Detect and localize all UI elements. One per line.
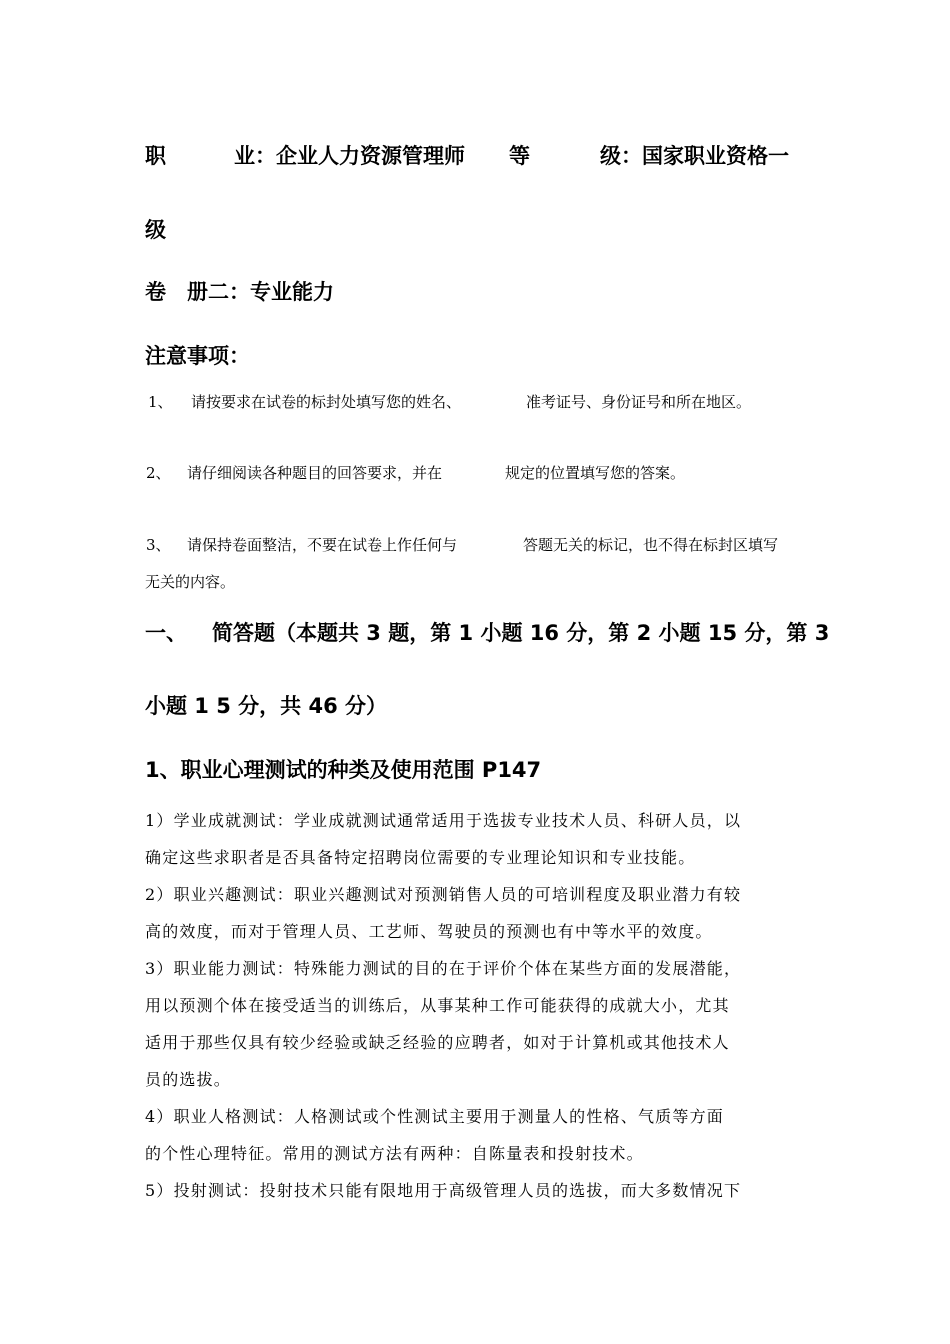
answer-line: 员的选拔。 [145,1070,232,1089]
notice-item-number: 2、 [146,464,171,482]
answer-line: 4）职业人格测试：人格测试或个性测试主要用于测量人的性格、气质等方面 [145,1107,724,1126]
occupation-label-rest: 业：企业人力资源管理师 [234,144,465,168]
answer-line: 确定这些求职者是否具备特定招聘岗位需要的专业理论知识和专业技能。 [145,848,696,867]
question-title: 1、职业心理测试的种类及使用范围 P147 [145,758,542,782]
notice-item-text-wrap: 无关的内容。 [145,573,236,591]
answer-line: 5）投射测试：投射技术只能有限地用于高级管理人员的选拔，而大多数情况下 [145,1181,742,1200]
level-label-continued: 级 [145,218,166,242]
occupation-label-char1: 职 [145,144,166,168]
section-heading-continued: 小题 1 5 分，共 46 分） [145,694,388,718]
level-label-char1: 等 [509,144,530,168]
notice-item-text: 请保持卷面整洁，不要在试卷上作任何与 [187,536,458,554]
answer-line: 2）职业兴趣测试：职业兴趣测试对预测销售人员的可培训程度及职业潜力有较 [145,885,742,904]
notice-item-text: 请按要求在试卷的标封处填写您的姓名、 [191,393,462,411]
answer-line: 1）学业成就测试：学业成就测试通常适用于选拔专业技术人员、科研人员，以 [145,811,742,830]
notice-item-text: 请仔细阅读各种题目的回答要求，并在 [187,464,443,482]
notice-item-text-continued: 答题无关的标记，也不得在标封区填写 [523,536,779,554]
volume-label: 卷 册二：专业能力 [145,280,334,304]
answer-line: 3）职业能力测试：特殊能力测试的目的在于评价个体在某些方面的发展潜能， [145,959,742,978]
answer-line: 适用于那些仅具有较少经验或缺乏经验的应聘者，如对于计算机或其他技术人 [145,1033,730,1052]
notice-title: 注意事项： [145,344,250,368]
notice-item-number: 3、 [146,536,171,554]
level-label-rest: 级：国家职业资格一 [600,144,789,168]
answer-line: 高的效度，而对于管理人员、工艺师、驾驶员的预测也有中等水平的效度。 [145,922,713,941]
answer-line: 用以预测个体在接受适当的训练后，从事某种工作可能获得的成就大小，尤其 [145,996,730,1015]
notice-item-number: 1、 [148,393,173,411]
notice-item-text-continued: 准考证号、身份证号和所在地区。 [526,393,752,411]
answer-line: 的个性心理特征。常用的测试方法有两种：自陈量表和投射技术。 [145,1144,644,1163]
section-number: 一、 [145,621,187,645]
notice-item-text-continued: 规定的位置填写您的答案。 [505,464,686,482]
section-heading: 简答题（本题共 3 题，第 1 小题 16 分，第 2 小题 15 分，第 3 [212,621,830,645]
